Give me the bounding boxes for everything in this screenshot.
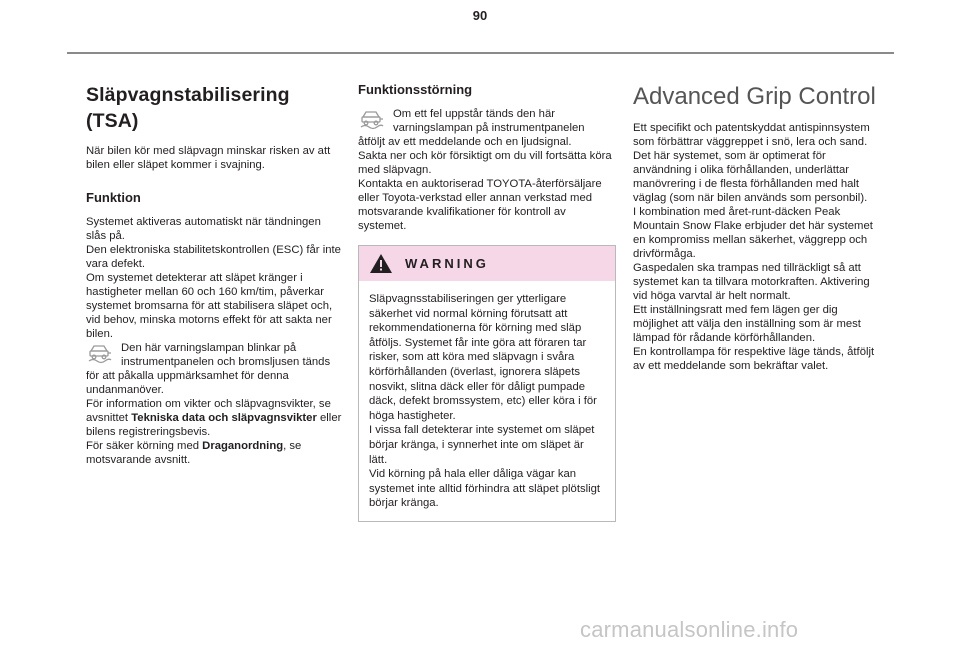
watermark: carmanualsonline.info [580, 617, 799, 642]
agc-paragraph-2: Det här systemet, som är optimerat för användning i olika förhållanden, underlättar manövrering i de flesta förhållanden med halt väglag (som när bilen används som personbil). [633, 150, 868, 204]
heading-funktion: Funktion [86, 190, 141, 205]
agc-paragraph-6: En kontrollampa för respektive läge tänds, åtföljt av ett meddelande som bekräftar valet. [633, 346, 875, 372]
column-funktionsstorning [358, 82, 616, 522]
tsa-lamp-note [86, 341, 342, 397]
text-run: För information om vikter och släpvagnsvikter, se avsnittet [86, 398, 331, 424]
header-divider [67, 52, 894, 54]
tsa-warning-lamp-icon [87, 342, 113, 364]
malfunction-lamp-text-b: åtföljt av ett meddelande och en ljudsignal. [358, 136, 572, 148]
agc-paragraph-3: I kombination med året-runt-däcken Peak Mountain Snow Flake erbjuder det här systemet en kompromiss mellan säkerhet, väggrepp och drivförmåga. [633, 206, 873, 260]
tsa-lamp-text-b: för att påkalla uppmärksamhet för denna undanmanöver. [86, 370, 289, 396]
warning-box [358, 245, 616, 522]
agc-paragraph-4: Gaspedalen ska trampas ned tillräckligt så att systemet kan ta tillvara motorkraften. Aktivering vid höga varvtal är helt normalt. [633, 262, 870, 302]
agc-paragraph-1: Ett specifikt och patentskyddat antispinnsystem som förbättrar väggreppet i snö, lera och sand. [633, 122, 870, 148]
tsa-intro: När bilen kör med släpvagn minskar risken av att bilen eller släpet kommer i svajning. [86, 145, 331, 171]
section-title-tsa: Släpvagnstabilisering (TSA) [86, 84, 290, 132]
warning-triangle-icon [369, 253, 393, 274]
agc-paragraph-5: Ett inställningsratt med fem lägen ger dig möjlighet att välja den inställning som är mest lämpad för rådande körförhållanden. [633, 304, 861, 344]
page-number: 90 [472, 8, 488, 23]
malfunction-lamp-note [358, 107, 616, 149]
tsa-lamp-text-a: Den här varningslampan blinkar på instrumentpanelen och bromsljusen tänds [121, 342, 331, 368]
tsa-paragraph-3: Om systemet detekterar att släpet kränger i hastigheter mellan 60 och 160 km/tim, påverkar systemet bromsarna för att stabilisera släpet och, vid behov, minska motorns effekt för att sakta ner bilen. [86, 272, 333, 340]
column-advanced-grip-control [633, 82, 885, 373]
tsa-paragraph-2: Den elektroniska stabilitetskontrollen (ESC) får inte vara defekt. [86, 244, 341, 270]
warning-paragraph-3: Vid körning på hala eller dåliga vägar kan systemet inte alltid förhindra att släpet plötsligt börjar kränga. [369, 468, 601, 510]
warning-body [359, 281, 615, 521]
warning-paragraph-1: Släpvagnsstabiliseringen ger ytterligare säkerhet vid normal körning förutsatt att rekommendationerna för körning med släp åtföljs. Systemet får inte göra att föraren tar risker, som att köra med släpvagn i svåra körförhållanden (överlast, ignorera släpets nosvikt, slitna däck eller för dåligt pumpade däck, defekt bromssystem, etc) eller köra i för höga hastigheter. [369, 293, 597, 422]
heading-funktionsstorning: Funktionsstörning [358, 82, 473, 97]
warning-paragraph-2: I vissa fall detekterar inte systemet om släpet börjar kränga, i synnerhet inte om släpet är lätt. [369, 424, 595, 466]
tsa-paragraph-5 [86, 439, 342, 467]
text-run: eller bilens registreringsbevis. [86, 412, 342, 438]
tsa-paragraph-4 [86, 397, 342, 439]
section-title-agc: Advanced Grip Control [633, 83, 876, 110]
text-run: , se motsvarande avsnitt. [86, 440, 302, 466]
tsa-paragraph-1: Systemet aktiveras automatiskt när tändningen slås på. [86, 216, 321, 242]
malfunction-paragraph-1: Sakta ner och kör försiktigt om du vill fortsätta köra med släpvagn. [358, 150, 612, 176]
malfunction-paragraph-2: Kontakta en auktoriserad TOYOTA-återförsäljare eller Toyota-verkstad eller annan verkstad med motsvarande kvalifikationer för kontroll av systemet. [358, 178, 602, 232]
column-tsa [86, 82, 342, 467]
tsa-warning-lamp-icon [359, 108, 385, 130]
xref-technical-data: Tekniska data och släpvagnsvikter [131, 412, 317, 424]
warning-header [359, 246, 615, 281]
xref-draganordning: Draganordning [202, 440, 284, 452]
text-run: För säker körning med [86, 440, 203, 452]
warning-title: WARNING [405, 255, 489, 271]
malfunction-lamp-text-a: Om ett fel uppstår tänds den här varningslampan på instrumentpanelen [393, 108, 585, 134]
